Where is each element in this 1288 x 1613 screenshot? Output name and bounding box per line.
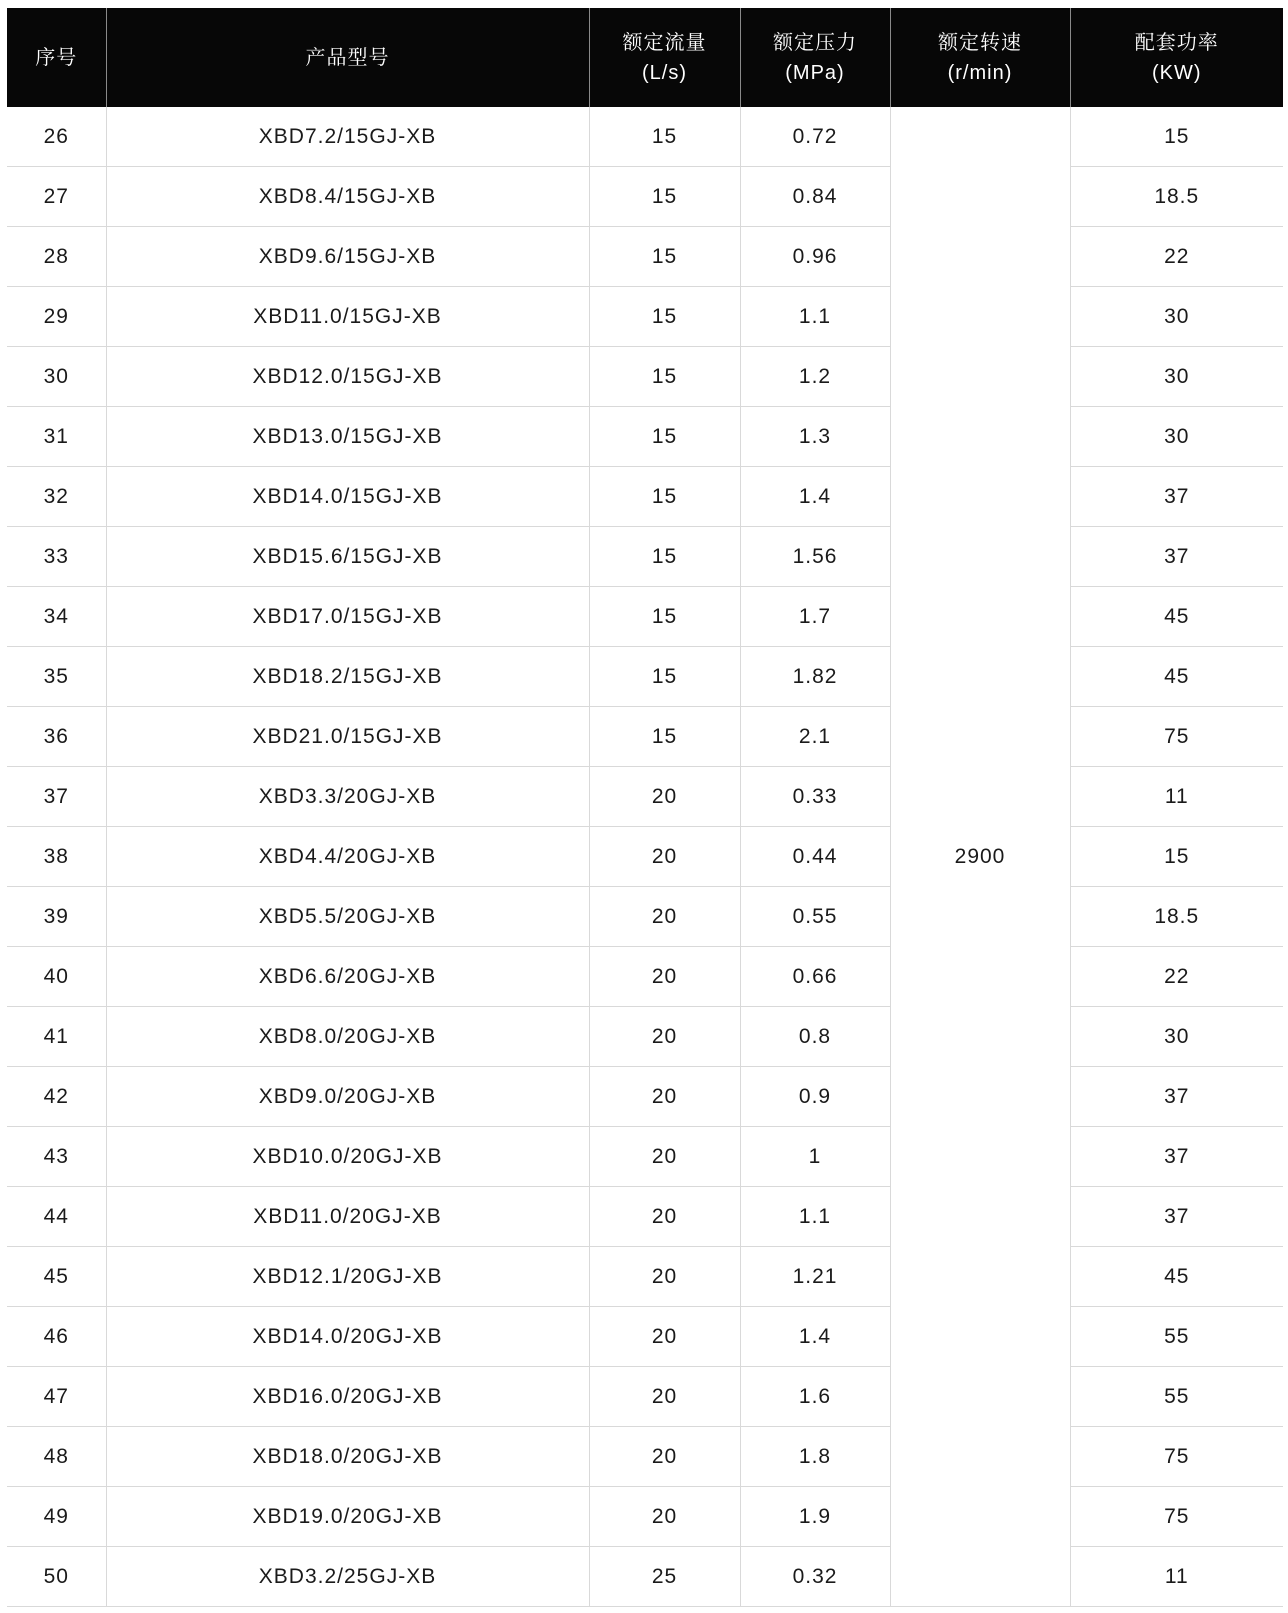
table-row xyxy=(7,1367,1283,1427)
table-row xyxy=(7,647,1283,707)
cell-model: XBD3.2/25GJ-XB xyxy=(106,1547,589,1607)
cell-no: 29 xyxy=(7,287,106,347)
cell-no: 30 xyxy=(7,347,106,407)
cell-flow: 15 xyxy=(589,587,740,647)
cell-pressure: 0.44 xyxy=(740,827,890,887)
cell-model: XBD17.0/15GJ-XB xyxy=(106,587,589,647)
table-row xyxy=(7,167,1283,227)
cell-power: 37 xyxy=(1070,527,1283,587)
cell-no: 44 xyxy=(7,1187,106,1247)
cell-model: XBD21.0/15GJ-XB xyxy=(106,707,589,767)
cell-power: 30 xyxy=(1070,287,1283,347)
cell-model: XBD13.0/15GJ-XB xyxy=(106,407,589,467)
cell-pressure: 2.1 xyxy=(740,707,890,767)
table-row xyxy=(7,1487,1283,1547)
table-row xyxy=(7,527,1283,587)
cell-flow: 15 xyxy=(589,647,740,707)
cell-model: XBD7.2/15GJ-XB xyxy=(106,107,589,167)
cell-pressure: 0.33 xyxy=(740,767,890,827)
cell-no: 39 xyxy=(7,887,106,947)
cell-pressure: 1.21 xyxy=(740,1247,890,1307)
cell-power: 37 xyxy=(1070,1187,1283,1247)
cell-model: XBD15.6/15GJ-XB xyxy=(106,527,589,587)
cell-no: 48 xyxy=(7,1427,106,1487)
cell-power: 45 xyxy=(1070,587,1283,647)
cell-pressure: 0.9 xyxy=(740,1067,890,1127)
cell-model: XBD14.0/20GJ-XB xyxy=(106,1307,589,1367)
cell-pressure: 0.8 xyxy=(740,1007,890,1067)
cell-no: 36 xyxy=(7,707,106,767)
cell-pressure: 1.2 xyxy=(740,347,890,407)
cell-no: 35 xyxy=(7,647,106,707)
cell-pressure: 1.82 xyxy=(740,647,890,707)
cell-power: 30 xyxy=(1070,347,1283,407)
table-row xyxy=(7,1007,1283,1067)
cell-no: 40 xyxy=(7,947,106,1007)
cell-power: 55 xyxy=(1070,1307,1283,1367)
cell-power: 75 xyxy=(1070,1427,1283,1487)
cell-model: XBD8.0/20GJ-XB xyxy=(106,1007,589,1067)
cell-power: 55 xyxy=(1070,1367,1283,1427)
cell-model: XBD10.0/20GJ-XB xyxy=(106,1127,589,1187)
cell-power: 75 xyxy=(1070,707,1283,767)
cell-model: XBD11.0/20GJ-XB xyxy=(106,1187,589,1247)
table-row xyxy=(7,1187,1283,1247)
cell-flow: 20 xyxy=(589,1427,740,1487)
table-row xyxy=(7,1427,1283,1487)
cell-flow: 15 xyxy=(589,467,740,527)
cell-no: 28 xyxy=(7,227,106,287)
cell-flow: 25 xyxy=(589,1547,740,1607)
cell-no: 47 xyxy=(7,1367,106,1427)
table-row xyxy=(7,1127,1283,1187)
cell-flow: 20 xyxy=(589,767,740,827)
header-flow: 额定流量 (L/s) xyxy=(589,8,740,107)
cell-power: 11 xyxy=(1070,767,1283,827)
cell-no: 31 xyxy=(7,407,106,467)
cell-flow: 20 xyxy=(589,887,740,947)
cell-no: 37 xyxy=(7,767,106,827)
cell-flow: 20 xyxy=(589,947,740,1007)
cell-no: 43 xyxy=(7,1127,106,1187)
cell-model: XBD9.0/20GJ-XB xyxy=(106,1067,589,1127)
cell-power: 30 xyxy=(1070,407,1283,467)
cell-model: XBD16.0/20GJ-XB xyxy=(106,1367,589,1427)
cell-no: 38 xyxy=(7,827,106,887)
cell-flow: 20 xyxy=(589,1007,740,1067)
cell-flow: 15 xyxy=(589,347,740,407)
cell-no: 34 xyxy=(7,587,106,647)
cell-power: 75 xyxy=(1070,1487,1283,1547)
cell-model: XBD8.4/15GJ-XB xyxy=(106,167,589,227)
cell-pressure: 1.4 xyxy=(740,1307,890,1367)
cell-power: 22 xyxy=(1070,947,1283,1007)
cell-flow: 20 xyxy=(589,1187,740,1247)
cell-no: 46 xyxy=(7,1307,106,1367)
cell-pressure: 0.32 xyxy=(740,1547,890,1607)
cell-no: 41 xyxy=(7,1007,106,1067)
cell-model: XBD18.0/20GJ-XB xyxy=(106,1427,589,1487)
table-row xyxy=(7,407,1283,467)
header-row xyxy=(7,8,1283,107)
cell-power: 37 xyxy=(1070,1127,1283,1187)
pump-spec-table xyxy=(7,8,1283,1607)
cell-pressure: 1.7 xyxy=(740,587,890,647)
cell-model: XBD12.0/15GJ-XB xyxy=(106,347,589,407)
cell-no: 27 xyxy=(7,167,106,227)
cell-model: XBD9.6/15GJ-XB xyxy=(106,227,589,287)
table-row xyxy=(7,347,1283,407)
cell-pressure: 0.84 xyxy=(740,167,890,227)
cell-flow: 15 xyxy=(589,167,740,227)
cell-pressure: 0.66 xyxy=(740,947,890,1007)
cell-pressure: 1.8 xyxy=(740,1427,890,1487)
cell-pressure: 1.1 xyxy=(740,1187,890,1247)
cell-pressure: 1.1 xyxy=(740,287,890,347)
cell-pressure: 1.6 xyxy=(740,1367,890,1427)
table-row xyxy=(7,767,1283,827)
cell-no: 26 xyxy=(7,107,106,167)
cell-pressure: 1.4 xyxy=(740,467,890,527)
table-row xyxy=(7,827,1283,887)
table-row xyxy=(7,107,1283,167)
cell-model: XBD4.4/20GJ-XB xyxy=(106,827,589,887)
cell-flow: 20 xyxy=(589,827,740,887)
cell-flow: 20 xyxy=(589,1247,740,1307)
cell-model: XBD12.1/20GJ-XB xyxy=(106,1247,589,1307)
cell-flow: 15 xyxy=(589,707,740,767)
cell-no: 32 xyxy=(7,467,106,527)
table-row xyxy=(7,467,1283,527)
cell-flow: 20 xyxy=(589,1067,740,1127)
cell-flow: 15 xyxy=(589,287,740,347)
cell-speed: 2900 xyxy=(890,107,1070,1607)
header-speed: 额定转速 (r/min) xyxy=(890,8,1070,107)
table-body xyxy=(7,107,1283,1607)
cell-model: XBD5.5/20GJ-XB xyxy=(106,887,589,947)
cell-model: XBD11.0/15GJ-XB xyxy=(106,287,589,347)
header-pressure: 额定压力 (MPa) xyxy=(740,8,890,107)
header-model: 产品型号 xyxy=(106,8,589,107)
cell-pressure: 0.96 xyxy=(740,227,890,287)
cell-power: 11 xyxy=(1070,1547,1283,1607)
cell-power: 37 xyxy=(1070,467,1283,527)
table-row xyxy=(7,227,1283,287)
cell-flow: 20 xyxy=(589,1307,740,1367)
cell-power: 15 xyxy=(1070,107,1283,167)
table-row xyxy=(7,947,1283,1007)
cell-no: 50 xyxy=(7,1547,106,1607)
cell-power: 37 xyxy=(1070,1067,1283,1127)
cell-power: 30 xyxy=(1070,1007,1283,1067)
cell-pressure: 1.9 xyxy=(740,1487,890,1547)
table-row xyxy=(7,1067,1283,1127)
cell-model: XBD3.3/20GJ-XB xyxy=(106,767,589,827)
cell-pressure: 1 xyxy=(740,1127,890,1187)
cell-flow: 15 xyxy=(589,527,740,587)
header-no: 序号 xyxy=(7,8,106,107)
table-row xyxy=(7,587,1283,647)
cell-flow: 20 xyxy=(589,1487,740,1547)
table-row xyxy=(7,1307,1283,1367)
table-row xyxy=(7,707,1283,767)
cell-flow: 15 xyxy=(589,107,740,167)
cell-pressure: 0.72 xyxy=(740,107,890,167)
cell-pressure: 0.55 xyxy=(740,887,890,947)
cell-no: 42 xyxy=(7,1067,106,1127)
cell-pressure: 1.3 xyxy=(740,407,890,467)
header-power: 配套功率 (KW) xyxy=(1070,8,1283,107)
cell-power: 15 xyxy=(1070,827,1283,887)
cell-no: 45 xyxy=(7,1247,106,1307)
table-row xyxy=(7,1547,1283,1607)
cell-model: XBD14.0/15GJ-XB xyxy=(106,467,589,527)
cell-model: XBD19.0/20GJ-XB xyxy=(106,1487,589,1547)
cell-model: XBD18.2/15GJ-XB xyxy=(106,647,589,707)
cell-no: 49 xyxy=(7,1487,106,1547)
cell-pressure: 1.56 xyxy=(740,527,890,587)
table-row xyxy=(7,1247,1283,1307)
cell-power: 18.5 xyxy=(1070,887,1283,947)
cell-flow: 20 xyxy=(589,1127,740,1187)
cell-flow: 15 xyxy=(589,227,740,287)
cell-power: 18.5 xyxy=(1070,167,1283,227)
cell-power: 45 xyxy=(1070,647,1283,707)
cell-power: 45 xyxy=(1070,1247,1283,1307)
table-row xyxy=(7,887,1283,947)
cell-model: XBD6.6/20GJ-XB xyxy=(106,947,589,1007)
cell-flow: 20 xyxy=(589,1367,740,1427)
cell-no: 33 xyxy=(7,527,106,587)
cell-flow: 15 xyxy=(589,407,740,467)
cell-power: 22 xyxy=(1070,227,1283,287)
table-row xyxy=(7,287,1283,347)
